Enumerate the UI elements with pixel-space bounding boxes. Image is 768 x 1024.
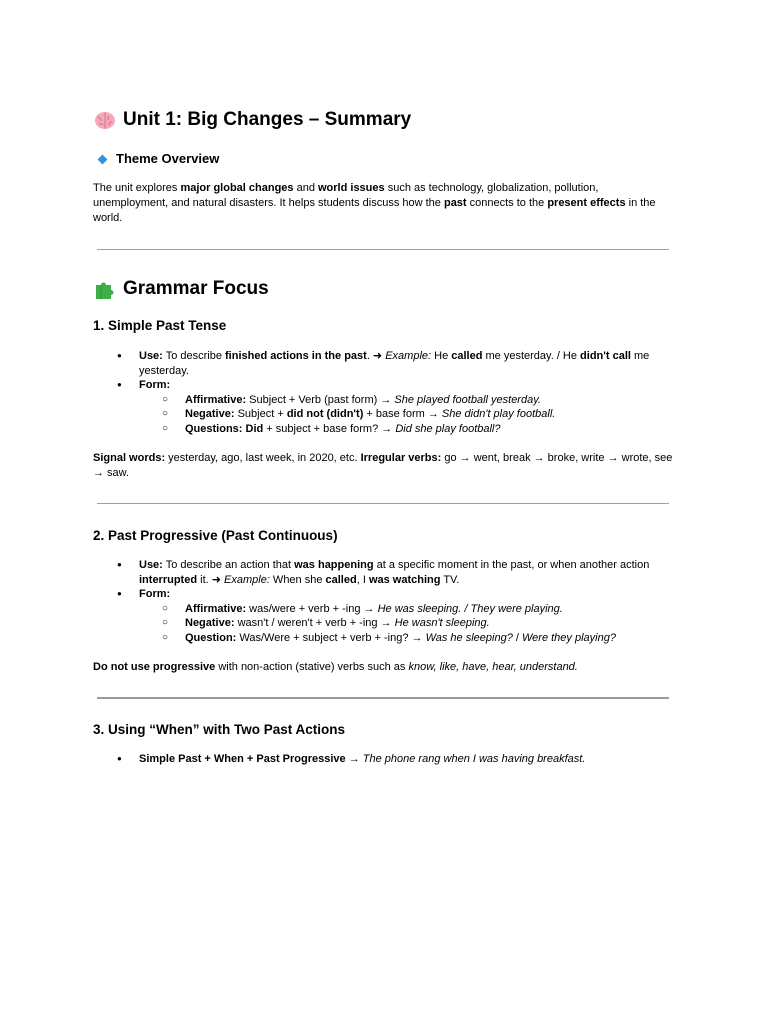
list-item: ○ Negative: Subject + did not (didn't) + base form → She didn't play football. xyxy=(185,407,673,422)
list-item: ○ Questions: Did + subject + base form? → Did she play football? xyxy=(185,422,673,437)
past-progressive-heading: 2. Past Progressive (Past Continuous) xyxy=(93,528,338,543)
blue-diamond-icon xyxy=(98,154,108,164)
list-item: ● Form: ○ Affirmative: Subject + Verb (past form) → She played football yesterday. ○ Negative: Subject + did not (didn't) + base form → She didn't play football. ○ Questions: Did + subject + base form? → Did she play football? xyxy=(139,378,673,436)
using-when-list xyxy=(93,752,673,767)
list-item: ● Use: To describe an action that was happening at a specific moment in the past, or when another action interrupted it. ➜ Example: When she called, I was watching TV. xyxy=(139,558,673,587)
using-when-heading: 3. Using “When” with Two Past Actions xyxy=(93,722,346,737)
divider xyxy=(97,503,669,504)
unit-title: Unit 1: Big Changes – Summary xyxy=(93,106,673,134)
simple-past-list xyxy=(93,349,673,436)
theme-overview-heading: Theme Overview xyxy=(93,150,673,168)
simple-past-heading: 1. Simple Past Tense xyxy=(93,318,227,333)
stative-verbs-note: Do not use progressive with non-action (stative) verbs such as know, like, have, hear, understand. xyxy=(93,661,578,673)
list-item: ○ Negative: wasn't / weren't + verb + -ing → He wasn't sleeping. xyxy=(185,616,673,631)
divider xyxy=(97,697,669,699)
list-item: ● Simple Past + When + Past Progressive → The phone rang when I was having breakfast. xyxy=(139,752,673,767)
list-item: ○ Question: Was/Were + subject + verb + -ing? → Was he sleeping? / Were they playing? xyxy=(185,631,673,646)
list-item: ○ Affirmative: was/were + verb + -ing → He was sleeping. / They were playing. xyxy=(185,602,673,617)
signal-words-paragraph: Signal words: yesterday, ago, last week, in 2020, etc. Irregular verbs: go → went, break → broke, write → wrote, see → saw. xyxy=(93,452,673,479)
list-item: ● Form: ○ Affirmative: was/were + verb + -ing → He was sleeping. / They were playing. ○ Negative: wasn't / weren't + verb + -ing → He wasn't sleeping. ○ Question: Was/Were + subject + verb + -ing? → Was he sleeping? / Were they playing? xyxy=(139,587,673,645)
list-item: ● Use: To describe finished actions in the past. ➜ Example: He called me yesterday. / He didn't call me yesterday. xyxy=(139,349,673,378)
form-sublist xyxy=(139,602,673,646)
brain-icon xyxy=(93,108,117,132)
grammar-focus-title: Grammar Focus xyxy=(93,275,673,303)
list-item: ○ Affirmative: Subject + Verb (past form) → She played football yesterday. xyxy=(185,393,673,408)
theme-paragraph: The unit explores major global changes and world issues such as technology, globalization, pollution, unemployment, and natural disasters. It helps students discuss how the past connects to the present effects in the world. xyxy=(93,182,656,224)
puzzle-icon xyxy=(93,277,117,301)
divider xyxy=(97,249,669,250)
form-sublist xyxy=(139,393,673,437)
past-progressive-list xyxy=(93,558,673,645)
